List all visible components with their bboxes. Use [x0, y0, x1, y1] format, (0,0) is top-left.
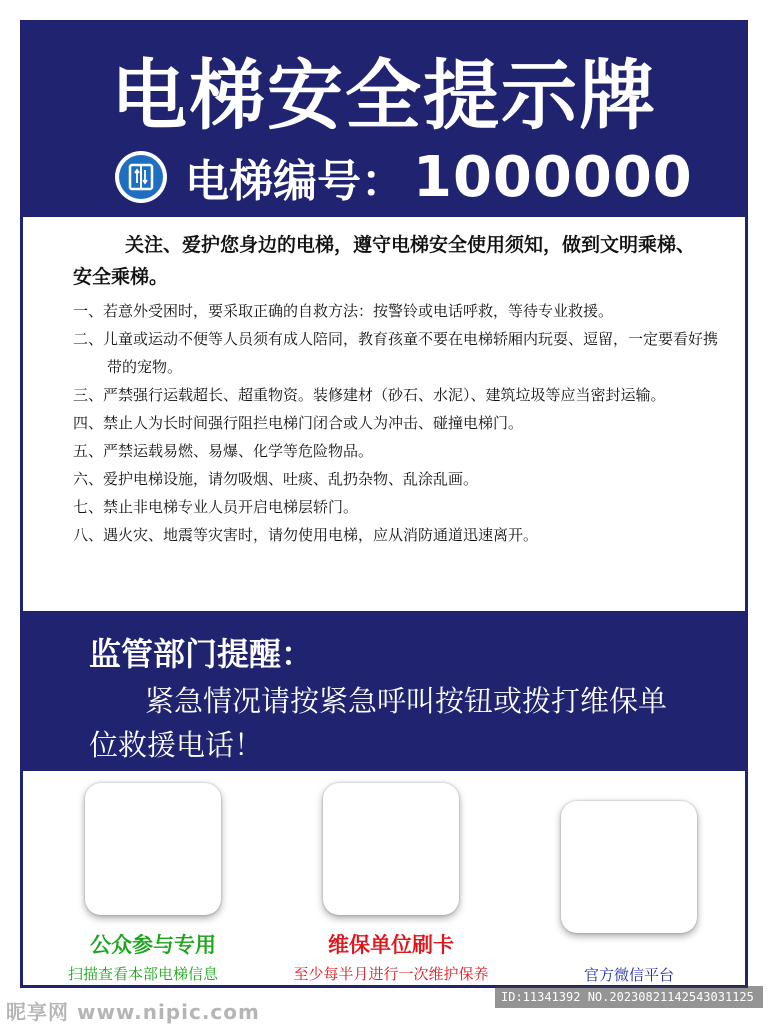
qr-placeholder-public[interactable]	[85, 783, 221, 915]
rule-item: 三、严禁强行运载超长、超重物资。装修建材（砂石、水泥）、建筑垃圾等应当密封运输。	[73, 386, 666, 404]
sign-frame	[20, 20, 748, 988]
qr-title-maintenance: 维保单位刷卡	[328, 933, 454, 957]
rule-item: 四、禁止人为长时间强行阻拦电梯门闭合或人为冲击、碰撞电梯门。	[73, 414, 524, 432]
rule-item: 五、严禁运载易燃、易爆、化学等危险物品。	[73, 442, 374, 460]
qr-subtitle-maintenance: 至少每半月进行一次维护保养	[293, 965, 489, 983]
qr-placeholder-maintenance[interactable]	[323, 783, 459, 915]
elevator-icon	[115, 151, 167, 203]
qr-placeholder-wechat[interactable]	[561, 801, 697, 933]
elevator-number-value: 1000000	[413, 144, 693, 210]
safety-notice	[23, 217, 745, 611]
qr-subtitle-public: 扫描查看本部电梯信息	[67, 965, 218, 983]
reminder-title: 监管部门提醒：	[89, 635, 314, 673]
rule-item: 六、爱护电梯设施，请勿吸烟、吐痰、乱扔杂物、乱涂乱画。	[73, 470, 479, 488]
qr-subtitle-wechat: 官方微信平台	[583, 966, 674, 984]
rule-item: 一、若意外受困时，要采取正确的自救方法：按警铃或电话呼救，等待专业救援。	[73, 302, 614, 320]
rule-item: 二、儿童或运动不便等人员须有成人陪同，教育孩童不要在电梯轿厢内玩耍、逗留，一定要看好携带的宠物。	[73, 330, 719, 376]
rule-item: 七、禁止非电梯专业人员开启电梯层轿门。	[73, 498, 359, 516]
header-banner	[23, 23, 745, 217]
watermark-id: ID:11341392 NO.20230821142543031125	[495, 986, 763, 1008]
qr-title-public: 公众参与专用	[90, 933, 216, 957]
notice-intro: 关注、爱护您身边的电梯，遵守电梯安全使用须知，做到文明乘梯、安全乘梯。	[73, 234, 696, 288]
watermark-logo: 昵享网 www.nipic.com	[6, 1000, 260, 1024]
rules-list	[73, 297, 723, 549]
regulator-reminder	[23, 611, 745, 771]
reminder-text: 紧急情况请按紧急呼叫按钮或拨打维保单位救援电话！	[89, 684, 668, 762]
elevator-number-label: 电梯编号：	[185, 156, 405, 207]
page-title: 电梯安全提示牌	[111, 51, 657, 140]
elevator-number-row	[115, 144, 693, 210]
rule-item: 八、遇火灾、地震等灾害时，请勿使用电梯，应从消防通道迅速离开。	[73, 526, 539, 544]
